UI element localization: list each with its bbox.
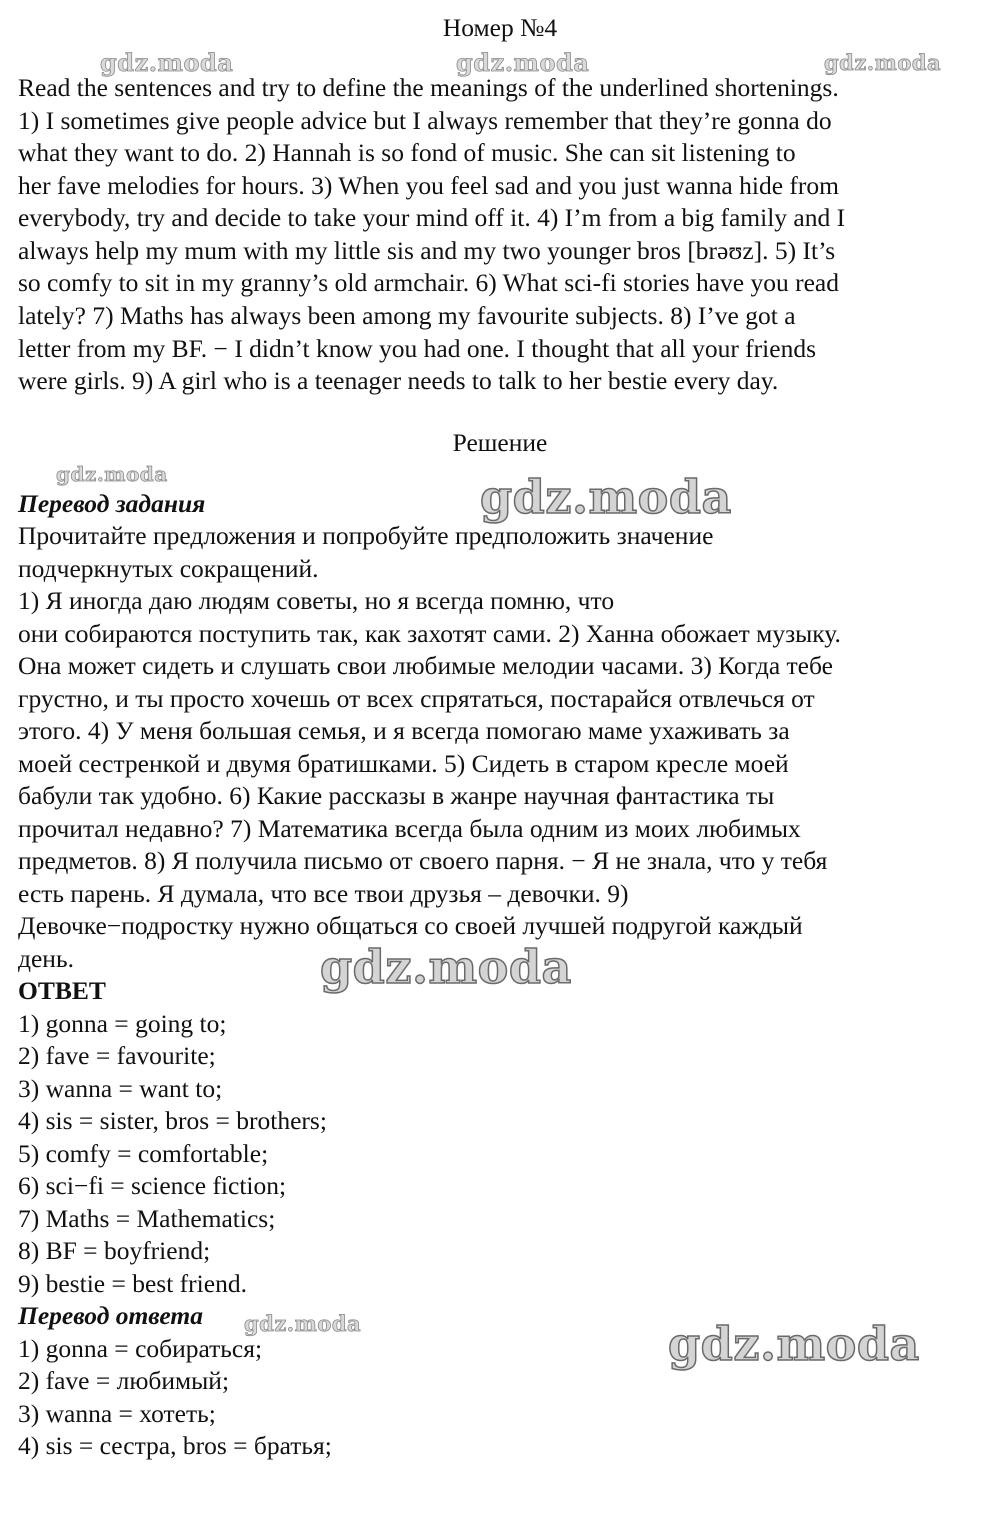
watermark: gdz.moda (824, 50, 942, 75)
translation-line: этого. 4) У меня большая семья, и я всегда помогаю маме ухаживать за (18, 716, 790, 745)
task-line: everybody, try and decide to take your mind off it. 4) I’m from a big family and I (18, 203, 846, 232)
answer-translation-item: 1) gonna = собираться; (18, 1334, 263, 1363)
translation-line: они собираются поступить так, как захотят сами. 2) Ханна обожает музыку. (18, 619, 841, 648)
translation-line: Девочке−подростку нужно общаться со своей лучшей подругой каждый (18, 911, 803, 940)
answer-translation-item: 4) sis = сестра, bros = братья; (18, 1431, 332, 1460)
task-line: letter from my BF. − I didn’t know you had one. I thought that all your friends (18, 334, 816, 363)
translation-line: есть парень. Я думала, что все твои друзья – девочки. 9) (18, 879, 629, 908)
answer-item: 2) fave = favourite; (18, 1041, 216, 1070)
translation-line: прочитал недавно? 7) Математика всегда была одним из моих любимых (18, 814, 801, 843)
watermark: gdz.moda (56, 462, 168, 486)
translation-line: день. (18, 944, 74, 973)
solution-title: Решение (452, 428, 548, 457)
task-line: 1) I sometimes give people advice but I always remember that they’re gonna do (18, 106, 832, 135)
answer-heading: ОТВЕТ (18, 976, 106, 1005)
answer-item: 4) sis = sister, bros = brothers; (18, 1106, 327, 1135)
watermark: gdz.moda (244, 1311, 362, 1336)
task-line: her fave melodies for hours. 3) When you feel sad and you just wanna hide from (18, 171, 839, 200)
answer-item: 8) BF = boyfriend; (18, 1236, 211, 1265)
translation-line: моей сестренкой и двумя братишками. 5) Сидеть в старом кресле моей (18, 749, 789, 778)
translation-line: 1) Я иногда даю людям советы, но я всегда помню, что (18, 586, 615, 615)
task-line: were girls. 9) A girl who is a teenager needs to talk to her bestie every day. (18, 366, 779, 395)
answer-translation-heading: Перевод ответа (18, 1301, 203, 1330)
answer-item: 7) Maths = Mathematics; (18, 1204, 276, 1233)
answer-translation-item: 2) fave = любимый; (18, 1366, 230, 1395)
translation-line: бабули так удобно. 6) Какие рассказы в жанре научная фантастика ты (18, 781, 775, 810)
answer-item: 3) wanna = want to; (18, 1074, 223, 1103)
watermark: gdz.moda (480, 470, 732, 524)
translation-line: предметов. 8) Я получила письмо от своего парня. − Я не знала, что у тебя (18, 846, 828, 875)
answer-item: 1) gonna = going to; (18, 1009, 227, 1038)
watermark: gdz.moda (100, 48, 234, 77)
page-title: Номер №4 (442, 13, 558, 42)
watermark: gdz.moda (456, 48, 590, 77)
translation-line: Она может сидеть и слушать свои любимые мелодии часами. 3) Когда тебе (18, 651, 833, 680)
task-line: always help my mum with my little sis and my two younger bros [brəʊz]. 5) It’s (18, 236, 836, 265)
answer-item: 5) comfy = comfortable; (18, 1139, 269, 1168)
task-line: so comfy to sit in my granny’s old armchair. 6) What sci-fi stories have you read (18, 268, 840, 297)
task-line: Read the sentences and try to define the meanings of the underlined shortenings. (18, 73, 839, 102)
translation-line: Прочитайте предложения и попробуйте предположить значение (18, 521, 714, 550)
translation-line: подчеркнутых сокращений. (18, 554, 319, 583)
task-line: what they want to do. 2) Hannah is so fond of music. She can sit listening to (18, 138, 796, 167)
answer-translation-item: 3) wanna = хотеть; (18, 1399, 216, 1428)
translation-line: грустно, и ты просто хочешь от всех спрятаться, постарайся отвлечься от (18, 684, 815, 713)
answer-item: 9) bestie = best friend. (18, 1269, 247, 1298)
task-line: lately? 7) Maths has always been among my favourite subjects. 8) I’ve got a (18, 301, 796, 330)
answer-item: 6) sci−fi = science fiction; (18, 1171, 287, 1200)
watermark: gdz.moda (320, 940, 572, 994)
translation-heading: Перевод задания (18, 489, 206, 518)
watermark: gdz.moda (668, 1317, 920, 1371)
